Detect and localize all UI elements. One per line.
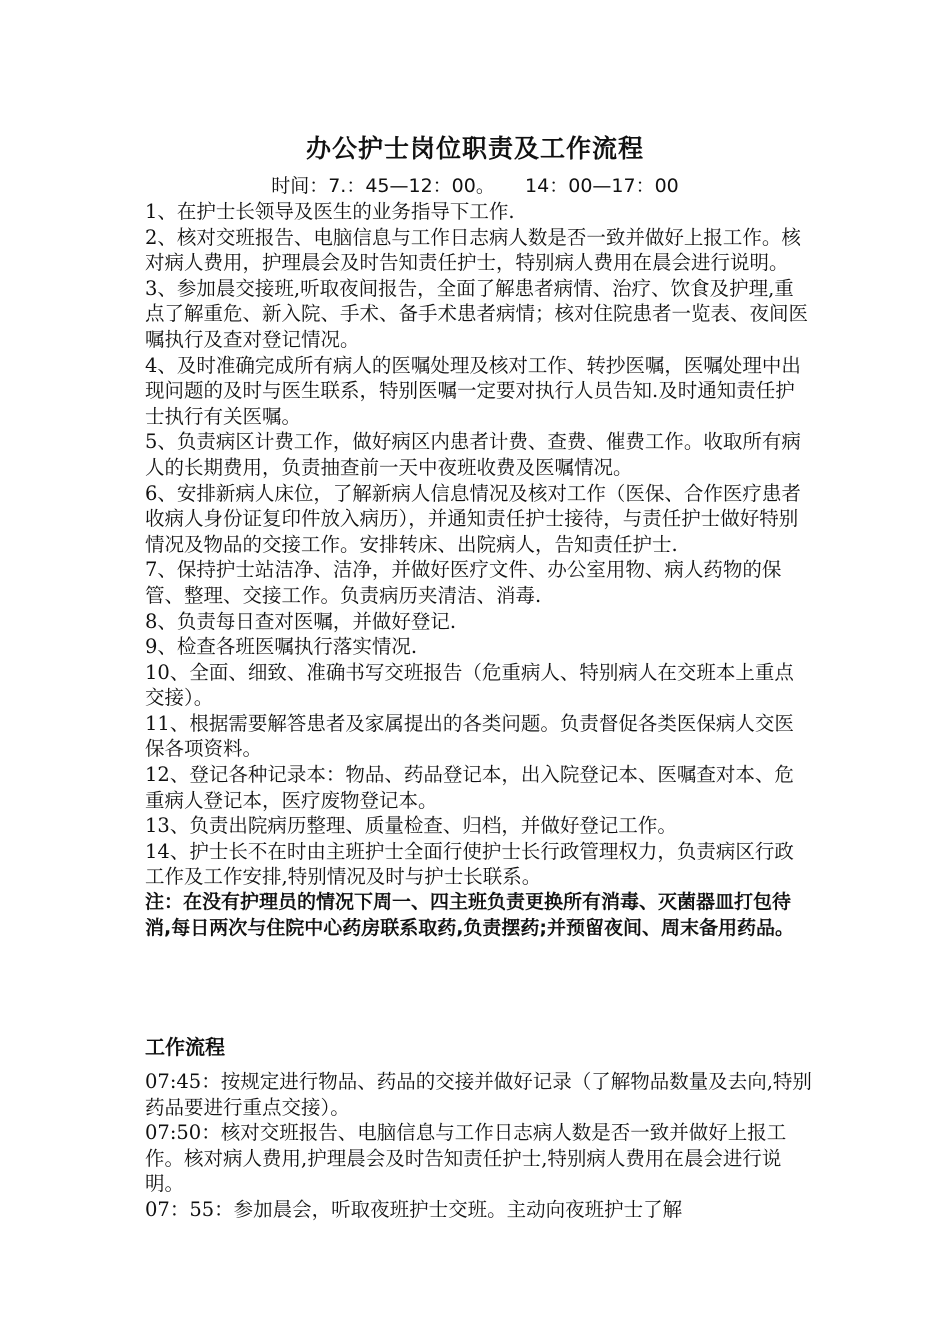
workflow-heading: 工作流程 xyxy=(145,1035,225,1059)
duty-item-2: 2、核对交班报告、电脑信息与工作日志病人数是否一致并做好上报工作。核对病人费用，护理晨会及时告知责任护士，特别病人费用在晨会进行说明。 xyxy=(145,225,801,275)
duty-item-10: 10、全面、细致、准确书写交班报告（危重病人、特别病人在交班本上重点交接）。 xyxy=(145,660,794,710)
duty-item-14: 14、护士长不在时由主班护士全面行使护士长行政管理权力，负责病区行政工作及工作安排,特别情况及时与护士长联系。 xyxy=(145,839,794,889)
duty-item-8: 8、负责每日查对医嘱，并做好登记. xyxy=(145,609,457,633)
duty-item-1: 1、在护士长领导及医生的业务指导下工作. xyxy=(145,200,515,223)
work-hours-line: 时间：7.：45—12：00。 14：00—17：00 xyxy=(271,175,679,197)
duty-item-5: 5、负责病区计费工作，做好病区内患者计费、查费、催费工作。收取所有病人的长期费用，负责抽查前一天中夜班收费及医嘱情况。 xyxy=(145,430,801,479)
duty-item-7: 7、保持护士站洁净、洁净，并做好医疗文件、办公室用物、病人药物的保管、整理、交接工作。负责病历夹清洁、消毒. xyxy=(145,558,782,607)
workflow-steps xyxy=(145,1069,813,1223)
workflow-step-0745: 07:45：按规定进行物品、药品的交接并做好记录（了解物品数量及去向,特别药品要进行重点交接）。 xyxy=(145,1070,812,1119)
duty-item-3: 3、参加晨交接班,听取夜间报告，全面了解患者病情、治疗、饮食及护理,重点了解重危、新入院、手术、备手术患者病情；核对住院患者一览表、夜间医嘱执行及查对登记情况。 xyxy=(145,276,809,351)
duty-list xyxy=(145,199,813,941)
duty-item-12: 12、登记各种记录本：物品、药品登记本，出入院登记本、医嘱查对本、危重病人登记本，医疗废物登记本。 xyxy=(145,763,794,812)
duty-item-11: 11、根据需要解答患者及家属提出的各类问题。负责督促各类医保病人交医保各项资料。 xyxy=(145,711,794,761)
workflow-step-0755: 07：55：参加晨会，听取夜班护士交班。主动向夜班护士了解 xyxy=(145,1197,683,1221)
note-paragraph: 注：在没有护理员的情况下周一、四主班负责更换所有消毒、灭菌器皿打包待消,每日两次与住院中心药房联系取药,负责摆药;并预留夜间、周末备用药品。 xyxy=(145,891,795,939)
duty-item-4: 4、及时准确完成所有病人的医嘱处理及核对工作、转抄医嘱，医嘱处理中出现问题的及时与医生联系，特别医嘱一定要对执行人员告知.及时通知责任护士执行有关医嘱。 xyxy=(145,353,801,428)
document-title: 办公护士岗位职责及工作流程 xyxy=(305,134,644,163)
duty-item-13: 13、负责出院病历整理、质量检查、归档，并做好登记工作。 xyxy=(145,814,677,838)
duty-item-9: 9、检查各班医嘱执行落实情况. xyxy=(145,635,418,659)
duty-item-6: 6、安排新病人床位，了解新病人信息情况及核对工作（医保、合作医疗患者收病人身份证复印件放入病历），并通知责任护士接待，与责任护士做好特别情况及物品的交接工作。安排转床、出院病人，告知责任护士. xyxy=(145,481,801,556)
workflow-step-0750: 07:50：核对交班报告、电脑信息与工作日志病人数是否一致并做好上报工作。核对病人费用,护理晨会及时告知责任护士,特别病人费用在晨会进行说明。 xyxy=(145,1121,787,1196)
